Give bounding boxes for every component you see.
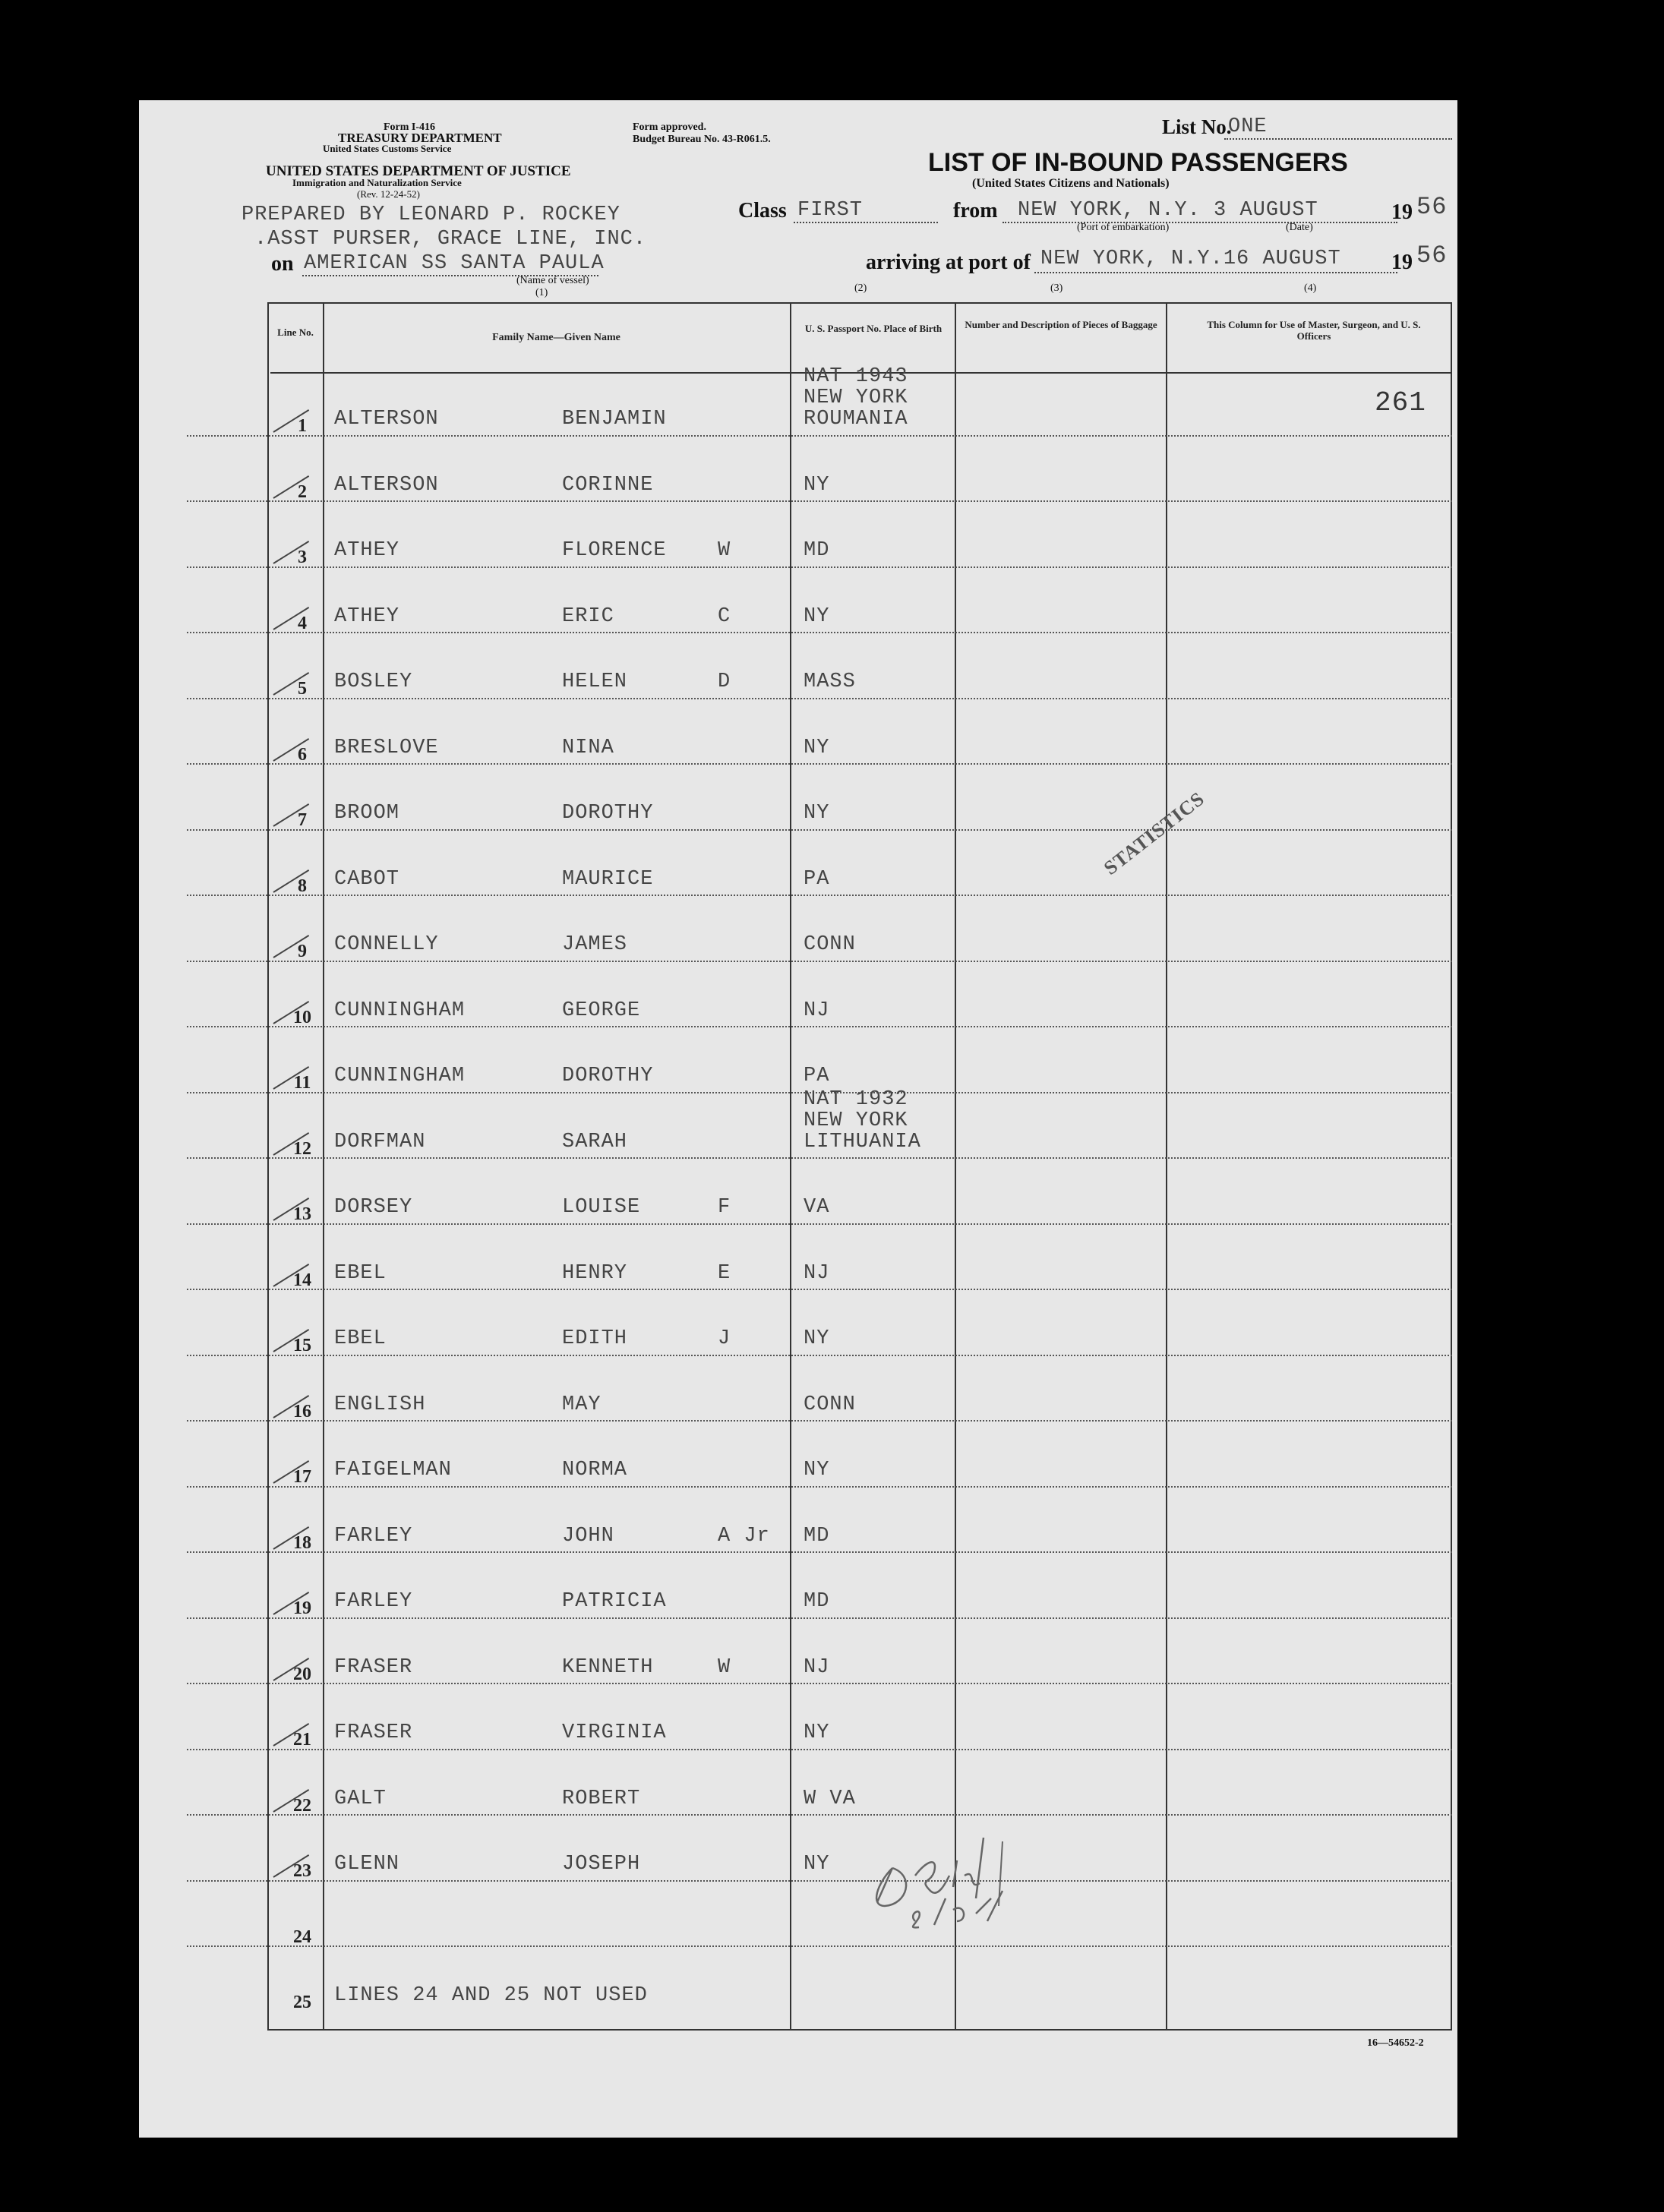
middle-initial: C — [718, 604, 731, 628]
row-divider — [187, 435, 1452, 437]
port-caption: (Port of embarkation) — [1077, 222, 1170, 233]
on-label: on — [271, 252, 294, 276]
budget-bureau: Budget Bureau No. 43-R061.5. — [633, 134, 771, 145]
row-divider — [187, 1289, 1452, 1290]
column-name: Family Name—Given Name — [492, 332, 620, 343]
family-name: FARLEY — [334, 1590, 413, 1613]
place-of-birth: NJ — [804, 999, 830, 1022]
place-of-birth: NY — [804, 473, 830, 497]
page-subtitle: (United States Citizens and Nationals) — [972, 177, 1170, 190]
line-number: 17 — [293, 1467, 311, 1487]
family-name: FRASER — [334, 1721, 413, 1744]
column-passport: U. S. Passport No. Place of Birth — [804, 323, 943, 334]
place-of-birth: NAT 1932 NEW YORK LITHUANIA — [804, 1087, 921, 1153]
line-number: 6 — [298, 744, 307, 765]
row-divider — [187, 698, 1452, 699]
place-of-birth: NAT 1943 NEW YORK ROUMANIA — [804, 365, 908, 431]
footer-code: 16—54652-2 — [1367, 2037, 1424, 2049]
list-number-value: ONE — [1228, 115, 1268, 138]
place-of-birth: NY — [804, 736, 830, 759]
family-name: BROOM — [334, 802, 400, 825]
family-name: FRASER — [334, 1655, 413, 1679]
given-name: DOROTHY — [562, 1065, 654, 1087]
vessel-caption: (Name of vessel) — [516, 275, 589, 286]
row-divider — [187, 500, 1452, 502]
given-name: JAMES — [562, 933, 628, 956]
list-number-label: List No. — [1162, 115, 1232, 138]
given-name: MAY — [562, 1393, 602, 1416]
given-name: NORMA — [562, 1459, 628, 1482]
family-name: GLENN — [334, 1853, 400, 1876]
line-number: 23 — [293, 1861, 311, 1881]
place-of-birth: CONN — [804, 933, 856, 956]
line-number: 5 — [298, 679, 307, 699]
family-name: ATHEY — [334, 604, 400, 628]
place-of-birth: MASS — [804, 671, 856, 693]
embarkation-port-date: NEW YORK, N.Y. 3 AUGUST — [1018, 199, 1318, 222]
family-name: BRESLOVE — [334, 736, 439, 759]
middle-initial: W — [718, 1655, 731, 1679]
handwritten-initials — [862, 1815, 1021, 1929]
family-name: FAIGELMAN — [334, 1459, 452, 1482]
line-number: 24 — [293, 1926, 311, 1947]
row-divider — [187, 763, 1452, 765]
place-of-birth: NY — [804, 1721, 830, 1744]
given-name: LOUISE — [562, 1196, 641, 1219]
row-divider — [187, 1486, 1452, 1488]
row-divider — [187, 1420, 1452, 1422]
line-number: 22 — [293, 1795, 311, 1816]
given-name: BENJAMIN — [562, 408, 667, 431]
family-name: CABOT — [334, 867, 400, 891]
given-name: KENNETH — [562, 1655, 654, 1679]
family-name: DORFMAN — [334, 1130, 426, 1153]
family-name: FARLEY — [334, 1524, 413, 1548]
form-approved: Form approved. — [633, 121, 706, 133]
row-divider — [187, 1223, 1452, 1225]
line-number: 21 — [293, 1730, 311, 1750]
given-name: HENRY — [562, 1261, 628, 1285]
statistics-stamp: STATISTICS — [1100, 787, 1209, 879]
row-divider — [187, 1157, 1452, 1159]
family-name: BOSLEY — [334, 671, 413, 693]
given-name: NINA — [562, 736, 614, 759]
row-divider — [187, 566, 1452, 568]
col1-caption: (1) — [535, 287, 548, 298]
given-name: ROBERT — [562, 1787, 641, 1810]
col4-caption: (4) — [1304, 282, 1317, 294]
family-name: CUNNINGHAM — [334, 999, 466, 1022]
given-name: CORINNE — [562, 473, 654, 497]
middle-initial: A Jr — [718, 1524, 770, 1548]
place-of-birth: W VA — [804, 1787, 856, 1810]
line-number: 11 — [293, 1073, 311, 1093]
arrival-port-date: NEW YORK, N.Y.16 AUGUST — [1040, 248, 1341, 270]
line-number: 7 — [298, 810, 307, 830]
given-name: GEORGE — [562, 999, 641, 1022]
middle-initial: W — [718, 539, 731, 562]
row-divider — [187, 1026, 1452, 1027]
middle-initial: J — [718, 1327, 731, 1350]
embarkation-year: 56 — [1416, 193, 1448, 221]
year-prefix: 19 — [1391, 200, 1413, 224]
page-title: LIST OF IN-BOUND PASSENGERS — [928, 148, 1348, 177]
row-divider — [187, 1880, 1452, 1882]
place-of-birth: MD — [804, 1524, 830, 1548]
place-of-birth: NY — [804, 802, 830, 825]
place-of-birth: MD — [804, 1590, 830, 1613]
row-divider — [187, 632, 1452, 633]
class-value: FIRST — [797, 199, 864, 222]
line-number: 16 — [293, 1401, 311, 1422]
department-of-justice: UNITED STATES DEPARTMENT OF JUSTICE — [266, 163, 571, 179]
given-name: DOROTHY — [562, 802, 654, 825]
place-of-birth: NJ — [804, 1655, 830, 1679]
family-name: ALTERSON — [334, 408, 439, 431]
line-number: 14 — [293, 1270, 311, 1290]
line-number: 10 — [293, 1007, 311, 1027]
line-number: 25 — [293, 1993, 311, 2012]
family-name: EBEL — [334, 1261, 387, 1285]
prepared-by-line1: PREPARED BY LEONARD P. ROCKEY — [242, 204, 620, 226]
row-divider — [187, 1945, 1452, 1947]
given-name: FLORENCE — [562, 539, 667, 562]
line-number: 3 — [298, 547, 307, 567]
revision-date: (Rev. 12-24-52) — [357, 188, 420, 200]
year-prefix: 19 — [1391, 251, 1413, 274]
row-divider — [187, 961, 1452, 962]
line-number: 12 — [293, 1138, 311, 1159]
family-name: CONNELLY — [334, 933, 439, 956]
row-divider — [187, 1749, 1452, 1750]
row-divider — [187, 1551, 1452, 1553]
ins-service: Immigration and Naturalization Service — [292, 177, 462, 188]
form-number: Form I-416 — [384, 121, 436, 133]
col2-caption: (2) — [854, 282, 867, 294]
line-number: 8 — [298, 876, 307, 896]
arriving-label: arriving at port of — [866, 251, 1031, 274]
place-of-birth: NY — [804, 1459, 830, 1482]
row-divider — [187, 1617, 1452, 1619]
place-of-birth: NY — [804, 1327, 830, 1350]
from-label: from — [953, 199, 998, 222]
family-name: LINES 24 AND 25 NOT USED — [334, 1984, 648, 2007]
class-label: Class — [738, 199, 787, 222]
place-of-birth: NY — [804, 604, 830, 628]
column-officers: This Column for Use of Master, Surgeon, and U. S. Officers — [1207, 319, 1421, 342]
family-name: CUNNINGHAM — [334, 1065, 466, 1087]
col3-caption: (3) — [1050, 282, 1063, 294]
row-divider — [187, 1683, 1452, 1684]
family-name: GALT — [334, 1787, 387, 1810]
given-name: SARAH — [562, 1130, 628, 1153]
family-name: ALTERSON — [334, 473, 439, 497]
line-number: 4 — [298, 613, 307, 633]
column-line-no: Line No. — [277, 327, 314, 338]
prepared-by-line2: .ASST PURSER, GRACE LINE, INC. — [254, 228, 647, 251]
given-name: JOHN — [562, 1524, 614, 1548]
treasury-department: TREASURY DEPARTMENT — [338, 131, 502, 145]
place-of-birth: CONN — [804, 1393, 856, 1416]
line-number: 1 — [298, 416, 307, 436]
place-of-birth: PA — [804, 867, 830, 891]
arrival-year: 56 — [1416, 241, 1448, 270]
row-divider — [187, 1814, 1452, 1816]
place-of-birth: NY — [804, 1853, 830, 1876]
line-number: 20 — [293, 1664, 311, 1684]
line-number: 13 — [293, 1204, 311, 1224]
given-name: VIRGINIA — [562, 1721, 667, 1744]
row-divider — [187, 895, 1452, 896]
row-divider — [187, 1355, 1452, 1356]
place-of-birth: PA — [804, 1065, 830, 1087]
middle-initial: D — [718, 671, 731, 693]
customs-service: United States Customs Service — [323, 143, 452, 154]
line-number: 18 — [293, 1532, 311, 1553]
place-of-birth: NJ — [804, 1261, 830, 1285]
line-number: 15 — [293, 1336, 311, 1355]
family-name: DORSEY — [334, 1196, 413, 1219]
vessel-name: AMERICAN SS SANTA PAULA — [304, 252, 605, 275]
place-of-birth: MD — [804, 539, 830, 562]
line-number: 2 — [298, 481, 307, 502]
middle-initial: E — [718, 1261, 731, 1285]
place-of-birth: VA — [804, 1196, 830, 1219]
family-name: EBEL — [334, 1327, 387, 1350]
given-name: MAURICE — [562, 867, 654, 891]
given-name: ERIC — [562, 604, 614, 628]
given-name: JOSEPH — [562, 1853, 641, 1876]
officer-note: 261 — [1375, 387, 1426, 418]
given-name: PATRICIA — [562, 1590, 667, 1613]
given-name: EDITH — [562, 1327, 628, 1350]
family-name: ENGLISH — [334, 1393, 426, 1416]
manifest-sheet — [139, 100, 1457, 2138]
date-caption: (Date) — [1286, 222, 1313, 233]
line-number: 19 — [293, 1598, 311, 1618]
line-number: 9 — [298, 942, 307, 961]
family-name: ATHEY — [334, 539, 400, 562]
given-name: HELEN — [562, 671, 628, 693]
column-baggage: Number and Description of Pieces of Baggage — [965, 319, 1157, 330]
middle-initial: F — [718, 1196, 731, 1219]
row-divider — [187, 829, 1452, 831]
